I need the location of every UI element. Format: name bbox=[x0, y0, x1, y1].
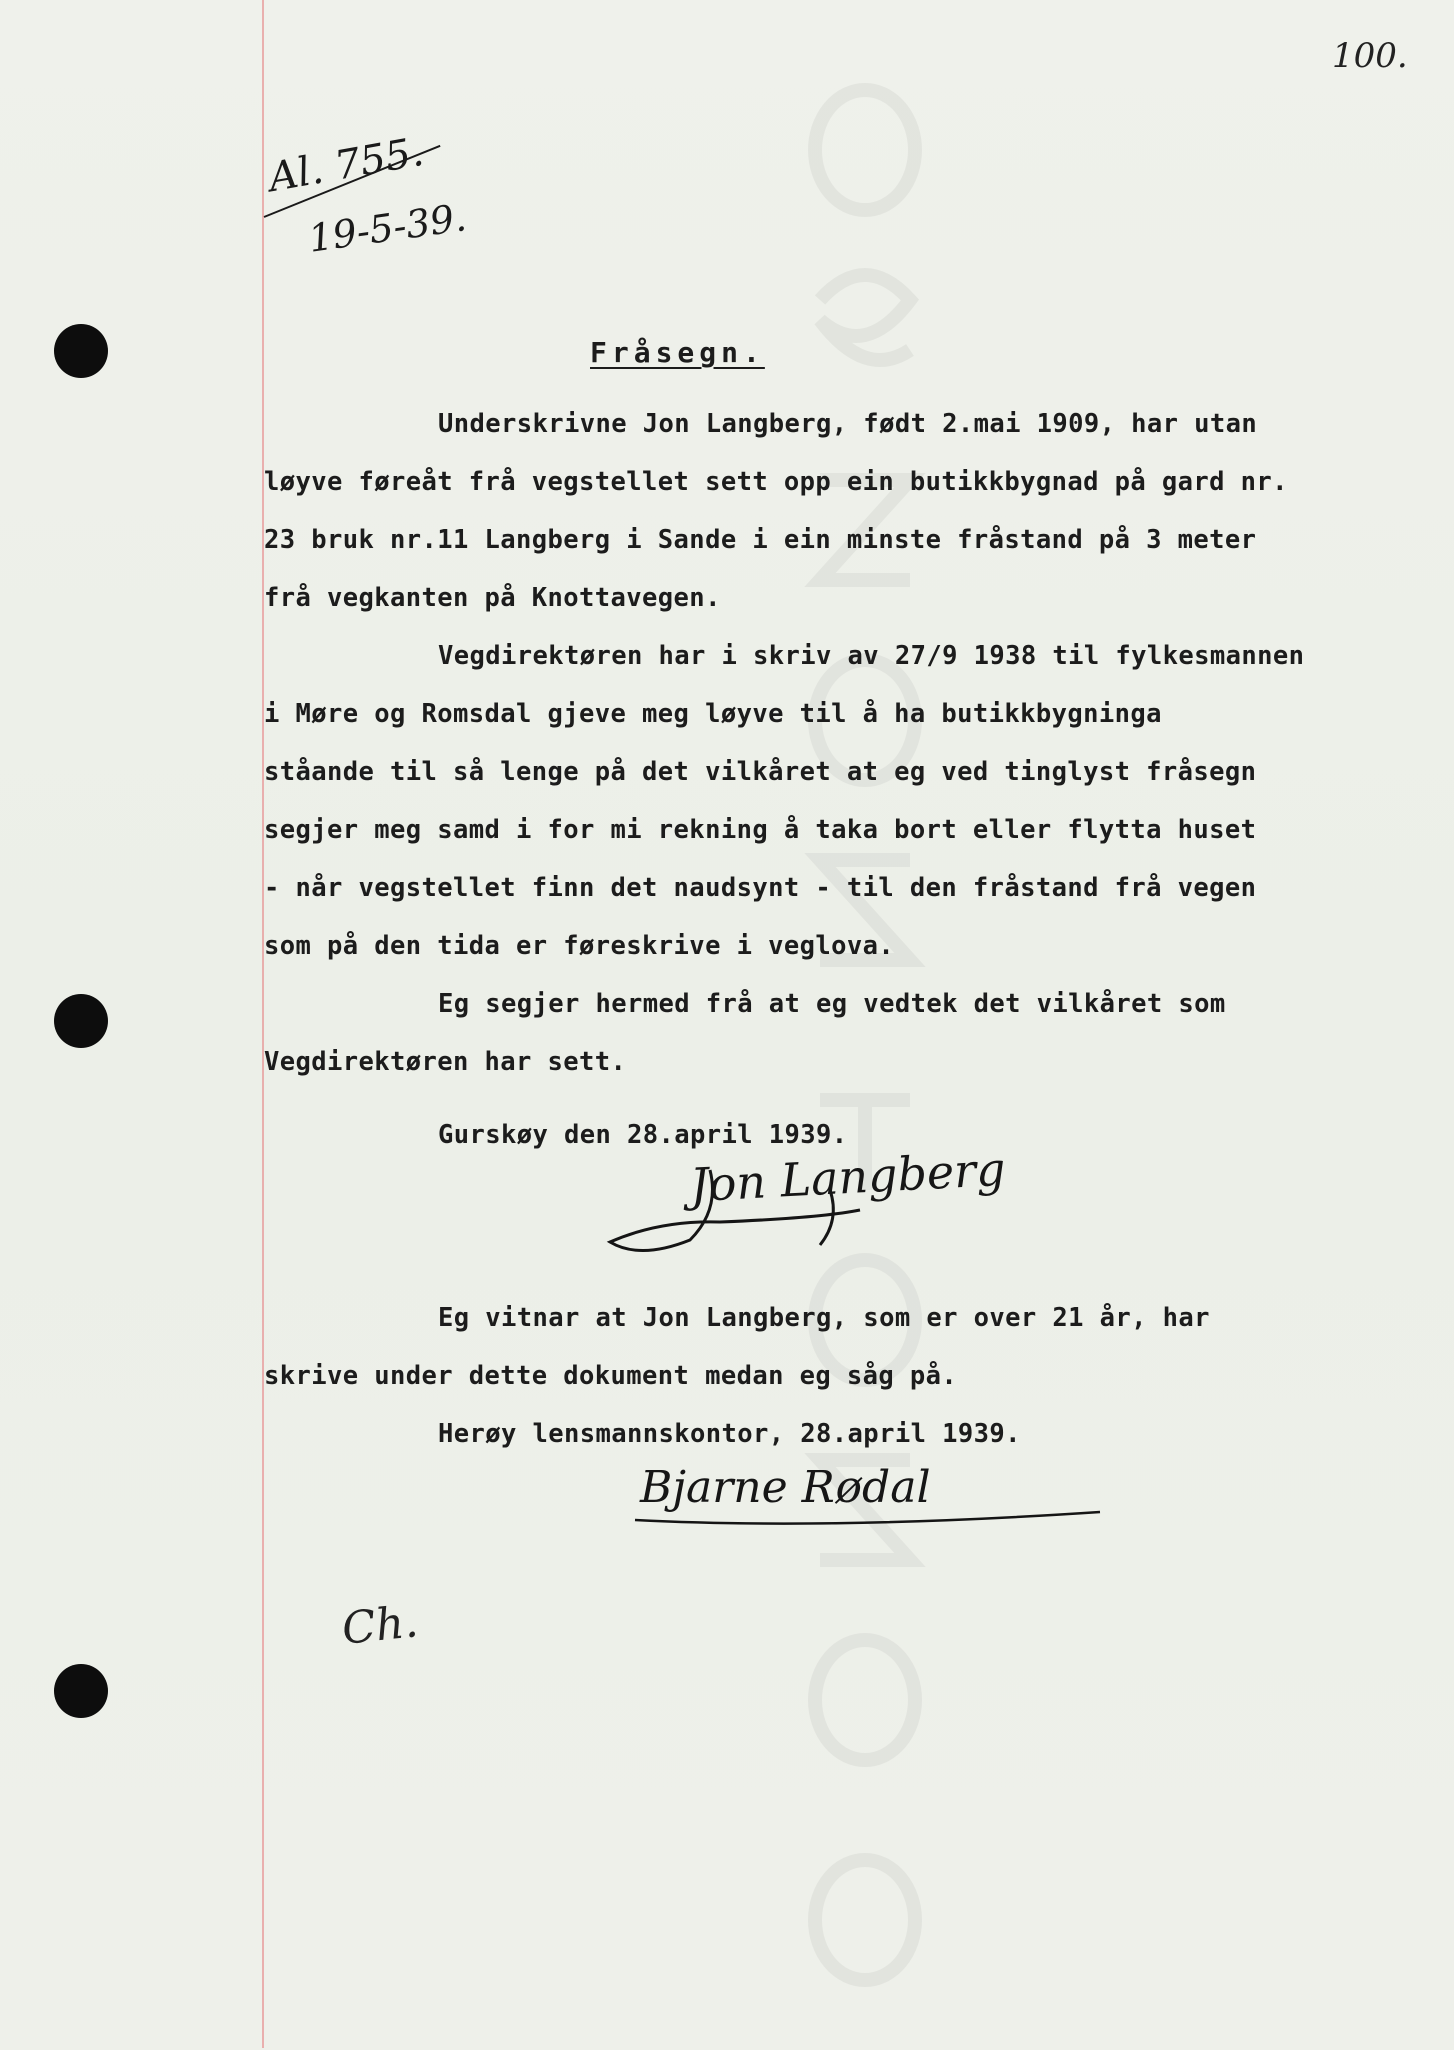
paragraph1-line: Underskrivne Jon Langberg, født 2.mai 1909, har utan bbox=[438, 409, 1258, 439]
annotation-reference: Al. 755. bbox=[265, 128, 427, 202]
paragraph2-line: som på den tida er føreskrive i veglova. bbox=[264, 931, 895, 961]
place-date-2: Herøy lensmannskontor, 28.april 1939. bbox=[438, 1419, 1021, 1449]
signature-2: Bjarne Rødal bbox=[640, 1462, 931, 1513]
paragraph1-line: frå vegkanten på Knottavegen. bbox=[264, 583, 721, 613]
paragraph2-line: - når vegstellet finn det naudsynt - til den fråstand frå vegen bbox=[264, 873, 1257, 903]
paragraph2-line: Vegdirektøren har i skriv av 27/9 1938 til fylkesmannen bbox=[438, 641, 1305, 671]
paragraph2-line: segjer meg samd i for mi rekning å taka bort eller flytta huset bbox=[264, 815, 1257, 845]
punch-hole-middle bbox=[54, 994, 108, 1048]
annotation-date: 19-5-39. bbox=[305, 195, 469, 261]
paragraph3-line: Eg segjer hermed frå at eg vedtek det vilkåret som bbox=[438, 989, 1226, 1019]
paragraph1-line: løyve føreåt frå vegstellet sett opp ein butikkbygnad på gard nr. bbox=[264, 467, 1288, 497]
page-number: 100. bbox=[1332, 36, 1408, 76]
watermark-stamp bbox=[790, 60, 940, 2050]
witness-line: skrive under dette dokument medan eg såg på. bbox=[264, 1361, 958, 1391]
margin-line bbox=[262, 0, 264, 2048]
punch-hole-bottom bbox=[54, 1664, 108, 1718]
paragraph1-line: 23 bruk nr.11 Langberg i Sande i ein minste fråstand på 3 meter bbox=[264, 525, 1257, 555]
paragraph3-line: Vegdirektøren har sett. bbox=[264, 1047, 627, 1077]
signature-1: Jon Langberg bbox=[688, 1141, 1007, 1213]
initials: Ch. bbox=[339, 1596, 421, 1655]
place-date-1: Gurskøy den 28.april 1939. bbox=[438, 1120, 848, 1150]
handwritten-annotation bbox=[262, 128, 482, 300]
punch-hole-top bbox=[54, 324, 108, 378]
paragraph2-line: i Møre og Romsdal gjeve meg løyve til å ha butikkbygninga bbox=[264, 699, 1162, 729]
witness-line: Eg vitnar at Jon Langberg, som er over 21 år, har bbox=[438, 1303, 1210, 1333]
paragraph2-line: ståande til så lenge på det vilkåret at eg ved tinglyst fråsegn bbox=[264, 757, 1257, 787]
document-title: Fråsegn. bbox=[590, 336, 765, 369]
